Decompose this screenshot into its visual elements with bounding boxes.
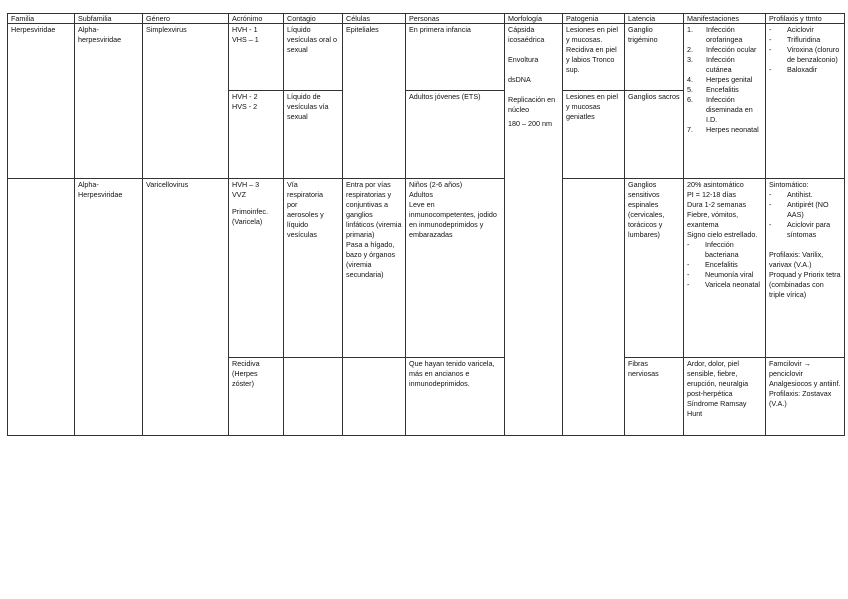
header-familia: Familia <box>8 14 75 24</box>
celulas-cell <box>343 179 406 358</box>
acronimo-cell <box>229 24 284 91</box>
acronimo-line: VHS – 1 <box>232 35 259 44</box>
personas-cell: Adultos jóvenes (ETS) <box>406 91 505 179</box>
personas-line: Leve en inmunocompetentes, jodido en inmunodeprimidos y embarazadas <box>409 200 497 239</box>
profilaxis-line: Famcilovir → penciclovir <box>769 359 811 378</box>
manifestaciones-cell: Ardor, dolor, piel sensible, fiebre, erupción, neuralgia post-herpética Síndrome Ramsay Hunt <box>684 358 766 436</box>
header-acronimo: Acrónimo <box>229 14 284 24</box>
acronimo-line: HVH - 2 <box>232 92 258 101</box>
list-item: 3. Infección cutánea <box>687 55 735 74</box>
profilaxis-cell <box>766 179 845 358</box>
list-item: - Infección bacteriana <box>687 240 739 259</box>
celulas-cell: Epiteliales <box>343 24 406 179</box>
header-profilaxis: Profilaxis y ttmto <box>766 14 845 24</box>
table-row <box>8 24 845 91</box>
familia-cell: Herpesviridae <box>8 24 75 179</box>
header-genero: Género <box>143 14 229 24</box>
herpesviridae-table <box>7 13 845 436</box>
patogenia-cell: Lesiones en piel y mucosas geniatles <box>563 91 625 179</box>
header-manifestaciones: Manifestaciones <box>684 14 766 24</box>
genero-cell: Varicellovirus <box>143 179 229 436</box>
list-item: 5. Encefalitis <box>687 85 739 94</box>
manifestaciones-line: 20% asintomático <box>687 180 744 189</box>
profilaxis-line: Analgesiocos y antiinf. <box>769 379 841 388</box>
acronimo-line: HVH - 1 <box>232 25 258 34</box>
list-item: - Trifluridina <box>769 35 821 44</box>
header-celulas: Células <box>343 14 406 24</box>
header-patogenia: Patogenia <box>563 14 625 24</box>
contagio-cell: Líquido vesículas oral o sexual <box>284 24 343 91</box>
profilaxis-cell <box>766 358 845 436</box>
profilaxis-list <box>769 25 841 75</box>
manifestaciones-line: Fiebre, vómitos, exantema <box>687 210 739 229</box>
morfologia-line: Envoltura <box>508 55 539 64</box>
genero-cell: Simplexvirus <box>143 24 229 179</box>
manifestaciones-cell <box>684 24 766 179</box>
personas-cell <box>406 179 505 358</box>
manifestaciones-line: PI = 12-18 días <box>687 190 736 199</box>
manifestaciones-cell <box>684 179 766 358</box>
acronimo-line: VVZ <box>232 190 246 199</box>
personas-line: Adultos <box>409 190 433 199</box>
header-morfologia: Morfología <box>505 14 563 24</box>
celulas-cell-empty <box>343 358 406 436</box>
list-item: 4. Herpes genital <box>687 75 753 84</box>
profilaxis-list <box>769 190 841 240</box>
morfologia-line: Cápsida icosaédrica <box>508 25 545 44</box>
header-subfamilia: Subfamilia <box>75 14 143 24</box>
familia-cell-empty <box>8 179 75 436</box>
celulas-line: Pasa a hígado, bazo y órganos (viremia secundaria) <box>346 240 396 279</box>
latencia-cell: Ganglios sensitivos espinales (cervicales, torácicos y lumbares) <box>625 179 684 358</box>
personas-cell: Que hayan tenido varicela, más en ancianos e inmunodeprimidos. <box>406 358 505 436</box>
morfologia-cell <box>505 24 563 436</box>
header-row <box>8 14 845 24</box>
list-item: 6. Infección diseminada en I.D. <box>687 95 753 124</box>
table-row <box>8 179 845 358</box>
morfologia-line: 180 – 200 nm <box>508 119 552 128</box>
list-item: - Encefalitis <box>687 260 738 269</box>
list-item: - Viroxina (cloruro de benzalconio) <box>769 45 840 64</box>
profilaxis-cell <box>766 24 845 179</box>
subfamilia-cell: Alpha-Herpesviridae <box>75 179 143 436</box>
subfamilia-cell: Alpha-herpesviridae <box>75 24 143 179</box>
header-contagio: Contagio <box>284 14 343 24</box>
latencia-cell: Ganglios sacros <box>625 91 684 179</box>
contagio-cell: Vía respiratoria por aerosoles y líquido vesículas <box>284 179 343 358</box>
acronimo-line: HVH – 3 <box>232 180 260 189</box>
patogenia-cell-empty <box>563 179 625 436</box>
acronimo-cell: Recidiva (Herpes zóster) <box>229 358 284 436</box>
header-personas: Personas <box>406 14 505 24</box>
list-item: - Antihist. <box>769 190 813 199</box>
list-item: - Antipirét (NO AAS) <box>769 200 829 219</box>
list-item: - Aciclovir <box>769 25 814 34</box>
celulas-line: Entra por vías respiratorias y conjuntivas a ganglios linfáticos (viremia primaria) <box>346 180 402 239</box>
morfologia-line: dsDNA <box>508 75 531 84</box>
list-item: - Neumonía viral <box>687 270 754 279</box>
profilaxis-line: Profilaxis: Varilix, varivax (V.A.) <box>769 250 824 269</box>
manifestaciones-list <box>687 240 762 290</box>
list-item: 2. Infección ocular <box>687 45 757 54</box>
profilaxis-line: Profilaxis: Zostavax (V.A.) <box>769 389 832 408</box>
list-item: 1. Infección orofaringea <box>687 25 743 44</box>
header-latencia: Latencia <box>625 14 684 24</box>
acronimo-line: Primoinfec. (Varicela) <box>232 207 268 226</box>
manifestaciones-list <box>687 25 762 135</box>
acronimo-cell <box>229 179 284 358</box>
contagio-cell-empty <box>284 358 343 436</box>
latencia-cell: Fibras nerviosas <box>625 358 684 436</box>
morfologia-line: Replicación en núcleo <box>508 95 556 114</box>
personas-cell: En primera infancia <box>406 24 505 91</box>
list-item: - Varicela neonatal <box>687 280 761 289</box>
profilaxis-heading: Sintomático: <box>769 180 809 189</box>
list-item: - Aciclovir para síntomas <box>769 220 831 239</box>
acronimo-line: HVS - 2 <box>232 102 258 111</box>
acronimo-cell <box>229 91 284 179</box>
list-item: 7. Herpes neonatal <box>687 125 759 134</box>
document-page <box>7 13 845 436</box>
profilaxis-line: Proquad y Priorix tetra (combinadas con triple vírica) <box>769 270 841 299</box>
contagio-cell: Líquido de vesículas vía sexual <box>284 91 343 179</box>
manifestaciones-line: Signo cielo estrellado. <box>687 230 758 239</box>
personas-line: Niños (2-6 años) <box>409 180 463 189</box>
list-item: - Baloxadir <box>769 65 817 74</box>
latencia-cell: Ganglio trigémino <box>625 24 684 91</box>
patogenia-cell: Lesiones en piel y mucosas. Recidiva en piel y labios Tronco sup. <box>563 24 625 91</box>
manifestaciones-line: Dura 1-2 semanas <box>687 200 747 209</box>
